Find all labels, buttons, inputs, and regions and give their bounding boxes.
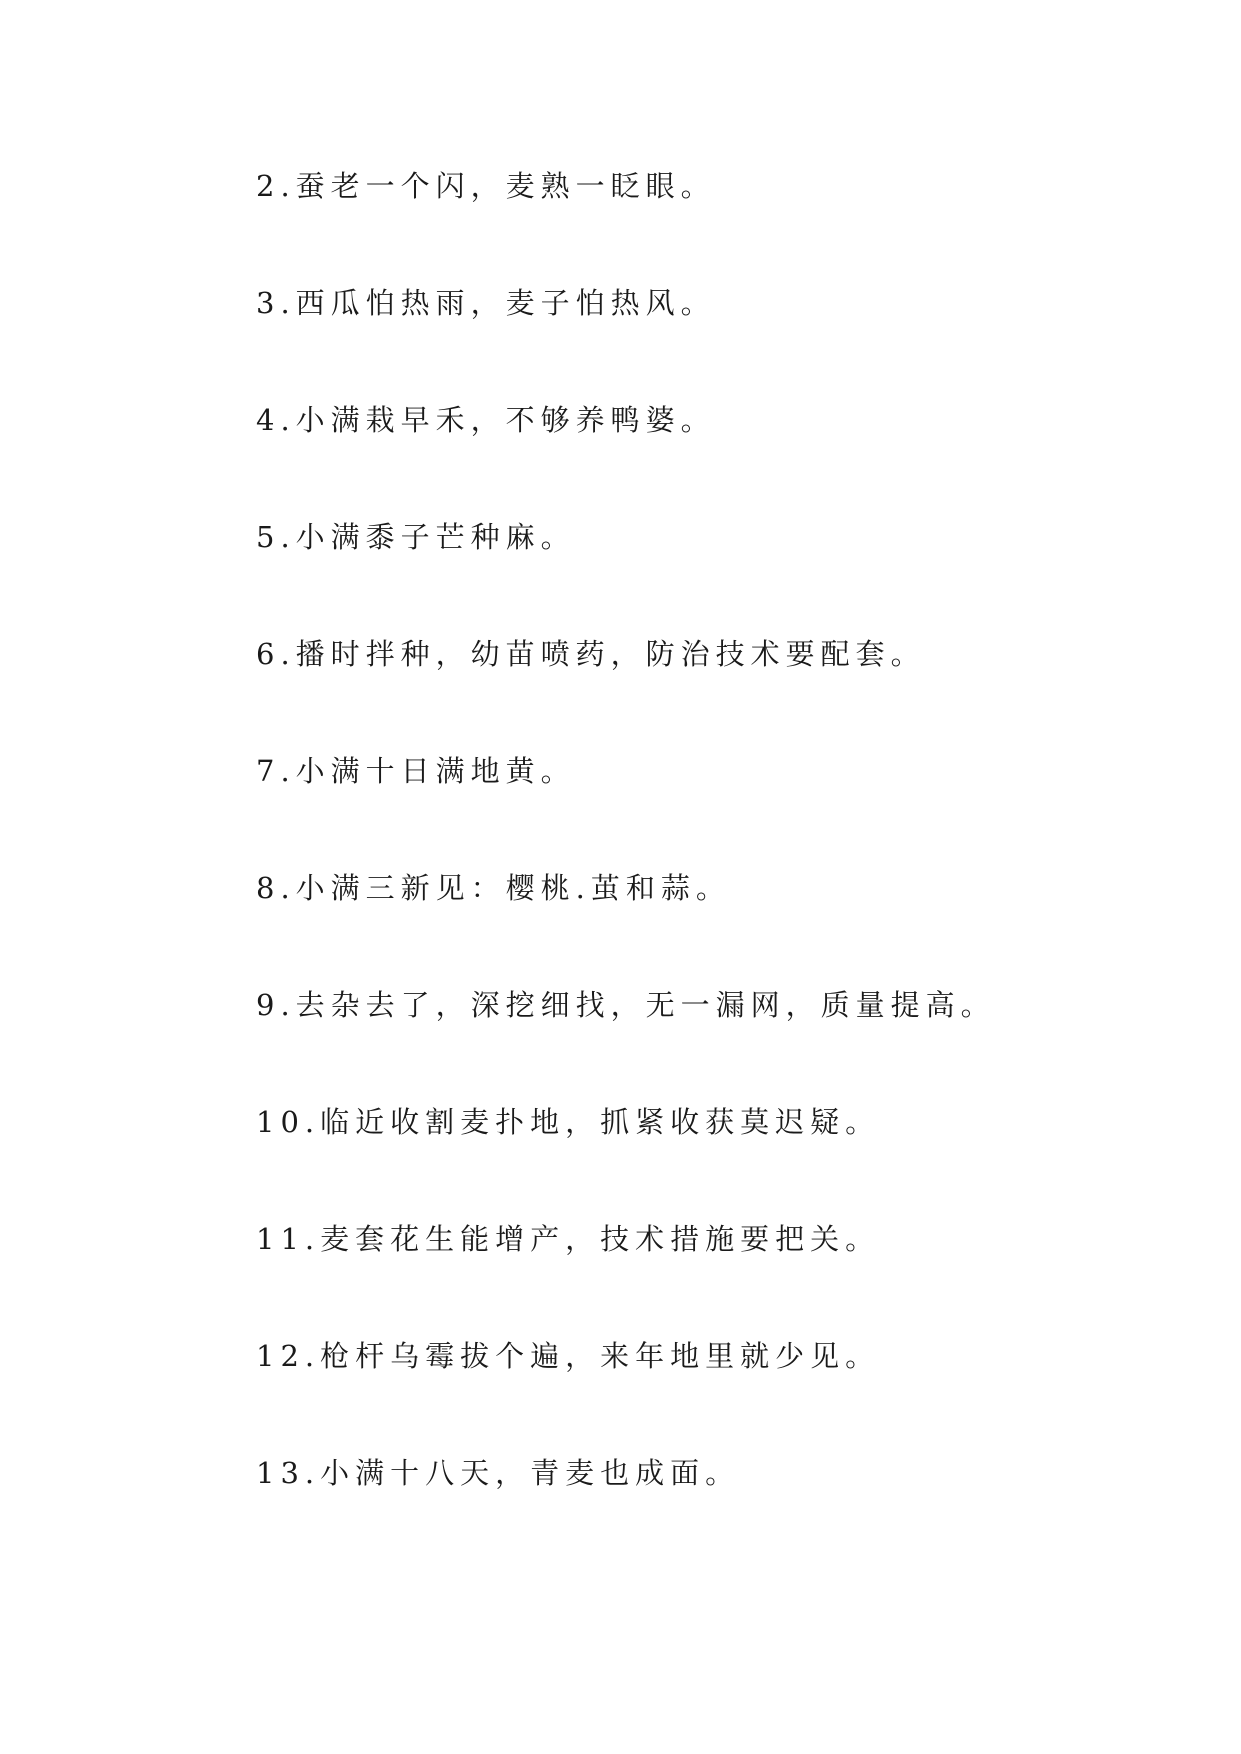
proverb-line: 2.蚕老一个闪，麦熟一眨眼。 xyxy=(256,169,716,203)
proverb-line: 6.播时拌种，幼苗喷药，防治技术要配套。 xyxy=(256,637,926,671)
proverb-line: 8.小满三新见：樱桃.茧和蒜。 xyxy=(256,871,731,905)
proverb-line: 12.枪杆乌霉拔个遍，来年地里就少见。 xyxy=(256,1339,881,1373)
proverb-line: 3.西瓜怕热雨，麦子怕热风。 xyxy=(256,286,716,320)
proverb-line: 9.去杂去了，深挖细找，无一漏网，质量提高。 xyxy=(256,988,996,1022)
proverb-line: 13.小满十八天，青麦也成面。 xyxy=(256,1456,741,1490)
proverb-line: 5.小满黍子芒种麻。 xyxy=(256,520,576,554)
proverb-line: 10.临近收割麦扑地，抓紧收获莫迟疑。 xyxy=(256,1105,881,1139)
proverb-line: 7.小满十日满地黄。 xyxy=(256,754,576,788)
proverb-line: 4.小满栽早禾，不够养鸭婆。 xyxy=(256,403,716,437)
proverb-line: 11.麦套花生能增产，技术措施要把关。 xyxy=(256,1222,881,1256)
